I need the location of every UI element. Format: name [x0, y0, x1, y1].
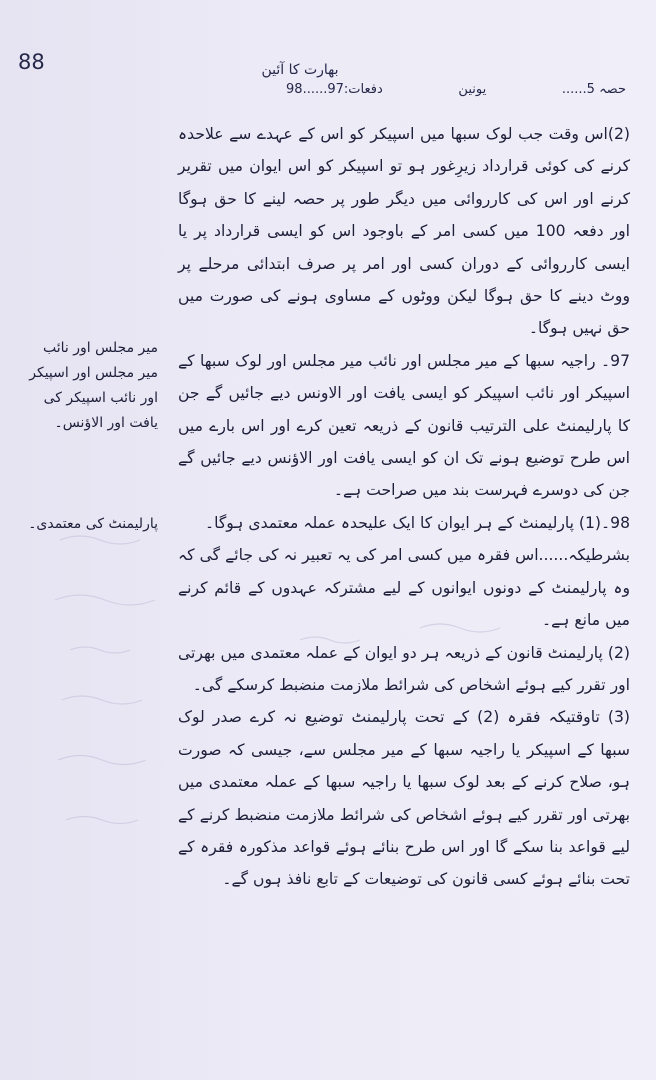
paragraph-art98-proviso: بشرطیکہ......اس فقرہ میں کسی امر کی یہ تعبیر نہ کی جائے گی کہ وہ پارلیمنٹ کے دونوں ایوانوں کے لیے مشترکہ عہدوں کے قائم کرنے میں مانع ہے۔ — [178, 546, 630, 630]
paragraph-art98-2: (2) پارلیمنٹ قانون کے ذریعہ ہر دو ایوان کے عملہ معتمدی میں بھرتی اور تقرر کیے ہوئے اشخاص کی شرائط ملازمت منضبط کرسکے گی۔ — [178, 643, 630, 694]
running-title: بھارت کا آئین — [261, 62, 339, 78]
page-number: 88 — [18, 50, 45, 74]
marginal-note-secretariat: پارلیمنٹ کی معتمدی۔ — [28, 516, 158, 532]
header-articles: دفعات:97......98 — [286, 82, 383, 97]
paragraph-art98-1: 98۔(1) پارلیمنٹ کے ہر ایوان کا ایک علیحدہ عملہ معتمدی ہوگا۔ — [204, 513, 630, 532]
header-subject: یونین — [458, 82, 487, 97]
body-text — [178, 118, 630, 988]
marginal-note-salaries: میر مجلس اور نائب میر مجلس اور اسپیکر اور نائب اسپیکر کی یافت اور الاؤنس۔ — [29, 340, 158, 431]
header-part: حصہ 5...... — [561, 82, 626, 97]
paragraph-art96-2: (2)اس وقت جب لوک سبھا میں اسپیکر کو اس کے عہدے سے علاحدہ کرنے کی کوئی قرارداد زیرِغور ہو تو اسپیکر کو اس ایوان میں تقریر کرنے اور اس کی کارروائی میں دیگر طور پر حصہ لینے کا حق ہوگا اور دفعہ 100 میں کسی امر کے باوجود اس کو ایسی قرارداد پر یا ایسی کارروائی کے دوران کسی اور امر پر صرف ابتدائی مرحلے پر ووٹ دینے کا حق ہوگا لیکن ووٹوں کے مساوی ہونے کی صورت میں حق نہیں ہوگا۔ — [178, 125, 630, 338]
header-line — [286, 82, 626, 97]
paragraph-art98-3: (3) تاوقتیکہ فقرہ (2) کے تحت پارلیمنٹ توضیع نہ کرے صدر لوک سبھا کے اسپیکر یا راجیہ سبھا کے میر مجلس سے، جیسی کہ صورت ہو، صلاح کرنے کے بعد لوک سبھا یا راجیہ سبھا کے عملہ معتمدی میں بھرتی اور تقرر کیے ہوئے اشخاص کی شرائط ملازمت منضبط کرنے کے لیے قواعد بنا سکے گا اور اس طرح بنائے ہوئے قواعد مذکورہ فقرہ کے تحت بنائے ہوئے کسی قانون کی توضیعات کے تابع نافذ ہوں گے۔ — [178, 708, 631, 889]
paragraph-art97: 97۔ راجیہ سبھا کے میر مجلس اور نائب میر مجلس اور لوک سبھا کے اسپیکر اور نائب اسپیکر کو ایسی یافت اور الاونس دیے جائیں گے جن کا پارلیمنٹ علی الترتیب قانون کے ذریعہ تعین کرے اور اس بارے میں اس طرح توضیع ہونے تک ان کو ایسی یافت اور الاؤنس دیے جائیں گے جن کی دوسرے فہرست بند میں صراحت ہے۔ — [178, 351, 630, 500]
